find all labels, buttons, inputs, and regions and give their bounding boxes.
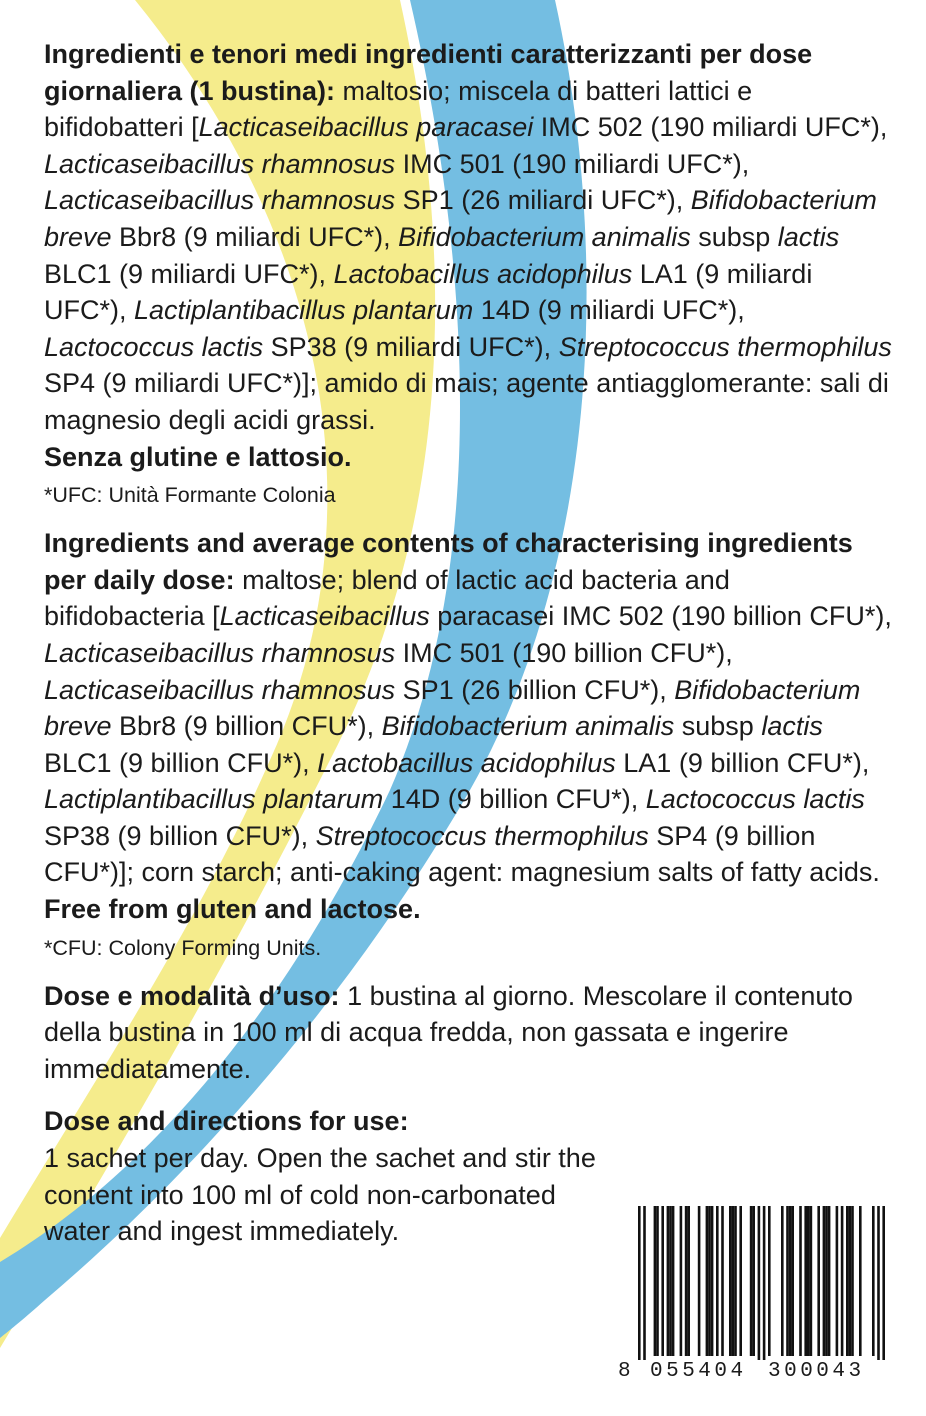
barcode-bar — [708, 1206, 711, 1356]
it-directions — [44, 978, 894, 1088]
barcode-bar — [825, 1206, 828, 1356]
species-name: Lactiplantibacillus plantarum — [44, 784, 384, 815]
barcode-bar — [687, 1206, 690, 1356]
barcode-bar — [729, 1206, 732, 1356]
barcode-bar — [672, 1206, 675, 1356]
species-name: Lacticaseibacillus rhamnosus — [44, 148, 396, 179]
species-name: Lactococcus lactis — [645, 784, 865, 815]
barcode-first-digit: 8 — [618, 1360, 631, 1383]
species-name: Lacticaseibacillus rhamnosus — [44, 637, 396, 668]
barcode-bar — [807, 1206, 810, 1356]
barcode-bar — [768, 1206, 771, 1356]
barcode-bar — [877, 1206, 880, 1360]
barcode-bar — [823, 1206, 826, 1356]
barcode-bar — [799, 1206, 802, 1356]
en-directions-text: 1 sachet per day. Open the sachet and stir the content into 100 ml of cold non-carbonated water and ingest immediately. — [44, 1143, 596, 1247]
species-name: Streptococcus thermophilus — [315, 820, 649, 851]
species-name: Lacticaseibacillus paracasei — [198, 112, 534, 143]
barcode-bar — [817, 1206, 820, 1356]
barcode-bar — [680, 1206, 683, 1356]
barcode-bar — [654, 1206, 657, 1356]
species-name: Streptococcus thermophilus — [558, 331, 892, 362]
species-name: lactis — [761, 711, 823, 742]
it-directions-heading: Dose e modalità d’uso: — [44, 980, 340, 1011]
barcode-bar — [734, 1206, 737, 1356]
barcode-bar — [781, 1206, 784, 1356]
species-name: Lacticaseibacillus rhamnosus — [44, 185, 396, 216]
barcode-bar — [846, 1206, 849, 1356]
barcode-bar — [656, 1206, 659, 1356]
barcode-bar — [669, 1206, 672, 1356]
barcode-bar — [841, 1206, 844, 1356]
barcode-bar — [721, 1206, 724, 1356]
it-footnote: *UFC: Unità Formante Colonia — [44, 483, 336, 508]
species-name: Bifidobacterium breve — [44, 185, 877, 252]
species-name: Lacticaseibacillus rhamnosus — [44, 674, 396, 705]
barcode-bar — [763, 1206, 766, 1360]
species-name: lactis — [777, 221, 840, 252]
barcode-bar — [698, 1206, 701, 1356]
barcode-bar — [667, 1206, 670, 1356]
en-free-from: Free from gluten and lactose. — [44, 894, 421, 925]
barcode-bar — [786, 1206, 789, 1356]
barcode-bar — [643, 1206, 646, 1360]
species-name: Lactiplantibacillus plantarum — [134, 295, 474, 326]
en-directions-heading: Dose and directions for use: — [44, 1106, 409, 1137]
barcode-bar — [851, 1206, 854, 1356]
barcode-bar — [685, 1206, 688, 1356]
barcode-bar — [804, 1206, 807, 1356]
barcode-bar — [752, 1206, 755, 1356]
en-ingredients-heading: Ingredients and average contents of characterising ingredients per daily dose: — [44, 528, 853, 595]
species-name: Lactobacillus acidophilus — [333, 258, 633, 289]
barcode-bar — [716, 1206, 719, 1356]
barcode — [612, 1200, 894, 1390]
barcode-bar — [661, 1206, 664, 1356]
barcode-bar — [732, 1206, 735, 1356]
barcode-bar — [882, 1206, 885, 1360]
label-text — [44, 36, 894, 1250]
barcode-bar — [750, 1206, 753, 1356]
barcode-bar — [849, 1206, 852, 1356]
barcode-bar — [739, 1206, 742, 1356]
barcode-bar — [859, 1206, 862, 1356]
barcode-bar — [828, 1206, 831, 1356]
barcode-bar — [836, 1206, 839, 1356]
barcode-bars — [612, 1200, 894, 1360]
barcode-bar — [789, 1206, 792, 1356]
it-ingredients-heading: Ingredienti e tenori medi ingredienti caratterizzanti per dose giornaliera (1 bustina): — [44, 39, 813, 106]
barcode-bar — [711, 1206, 714, 1356]
barcode-bar — [791, 1206, 794, 1356]
species-name: Lacticaseibacillus — [219, 601, 430, 632]
barcode-digits — [612, 1360, 894, 1388]
en-directions — [44, 1103, 604, 1249]
barcode-left-group: 055404 — [650, 1360, 747, 1383]
barcode-bar — [638, 1206, 641, 1360]
it-free-from: Senza glutine e lattosio. — [44, 441, 352, 472]
en-footnote: *CFU: Colony Forming Units. — [44, 935, 322, 960]
species-name: Lactobacillus acidophilus — [317, 747, 616, 778]
barcode-right-group: 300043 — [768, 1360, 865, 1383]
species-name: Bifidobacterium animalis — [381, 711, 675, 742]
barcode-bar — [872, 1206, 875, 1356]
barcode-bar — [706, 1206, 709, 1356]
en-ingredients: Ingredients and average contents of characterising ingredients per daily dose: maltose; blend of lactic acid bacteria and bifidobacteria [Lacticaseibacillus paracasei IMC 502 (190 billion CFU*), Lacticaseibacillus rhamnosus IMC 501 (190 billion CFU*), Lacticaseibacillus rhamnosus SP1 (26 billion CFU*), Bifidobacterium breve Bbr8 (9 billion CFU*), Bifidobacterium animalis subsp lactis BLC1 (9 billion CFU*), Lactobacillus acidophilus LA1 (9 billion CFU*), Lactiplantibacillus plantarum 14D (9 billion CFU*), Lactococcus lactis SP38 (9 billion CFU*), Streptococcus thermophilus SP4 (9 billion CFU*)]; corn starch; anti-caking agent: magnesium salts of fatty acids. Free from gluten and lactose. — [44, 528, 892, 925]
barcode-bar — [810, 1206, 813, 1356]
species-name: Bifidobacterium breve — [44, 674, 861, 742]
species-name: Lactococcus lactis — [44, 331, 264, 362]
it-directions-text: 1 bustina al giorno. Mescolare il contenuto della bustina in 100 ml di acqua fredda, non gassata e ingerire immediatamente. — [44, 980, 853, 1084]
it-ingredients: Ingredienti e tenori medi ingredienti caratterizzanti per dose giornaliera (1 bustina): maltosio; miscela di batteri lattici e bifidobatteri [Lacticaseibacillus paracasei IMC 502 (190 miliardi UFC*), Lacticaseibacillus rhamnosus IMC 501 (190 miliardi UFC*), Lacticaseibacillus rhamnosus SP1 (26 miliardi UFC*), Bifidobacterium breve Bbr8 (9 miliardi UFC*), Bifidobacterium animalis subsp lactis BLC1 (9 miliardi UFC*), Lactobacillus acidophilus LA1 (9 miliardi UFC*), Lactiplantibacillus plantarum 14D (9 miliardi UFC*), Lactococcus lactis SP38 (9 miliardi UFC*), Streptococcus thermophilus SP4 (9 miliardi UFC*)]; amido di mais; agente antiagglomerante: sali di magnesio degli acidi grassi. Senza glutine e lattosio. — [44, 39, 892, 472]
species-name: Bifidobacterium animalis — [398, 221, 691, 252]
barcode-bar — [758, 1206, 761, 1360]
